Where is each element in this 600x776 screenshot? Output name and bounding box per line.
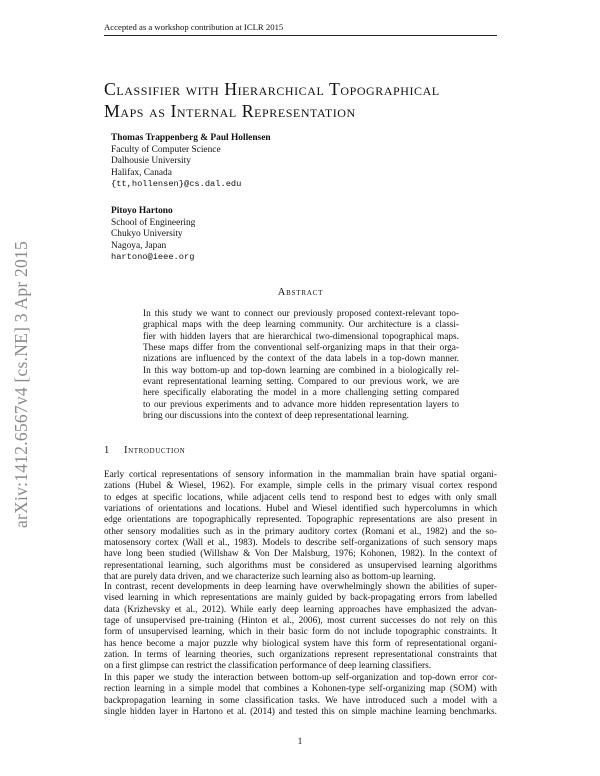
affiliation-line: School of Engineering — [111, 217, 196, 228]
author-email[interactable]: {tt,hollensen}@cs.dal.edu — [111, 179, 242, 190]
text-line: form of unsupervised learning, which in their basic form do not include topographic constraints. It — [104, 627, 497, 638]
abstract-heading: Abstract — [277, 287, 324, 298]
text-line: data (Krizhevsky et al., 2012). While early deep learning approaches have emphasized the advan- — [104, 604, 497, 615]
text-line: edge orientations are topographically represented. Topographic representations are also present in — [104, 515, 497, 526]
text-line: In this paper we study the interaction between bottom-up self-organization and top-down error cor- — [104, 673, 497, 683]
affiliation-line: Faculty of Computer Science — [111, 144, 221, 155]
paragraph — [104, 582, 497, 673]
text-line: fier with hidden layers that are hierarchical two-dimensional topographical maps. — [143, 331, 459, 342]
text-line: tage of unsupervised pre-training (Hinton et al., 2006), most current successes do not rely on this — [104, 616, 497, 627]
text-line: has hence become a major puzzle why biological system have this form of representational organi- — [104, 638, 497, 649]
title-line: Maps as Internal Representation — [104, 101, 356, 121]
text-line: to edges at specific locations, while adjacent cells tend to respond best to edges with only small — [104, 492, 497, 503]
affiliation-line: Dalhousie University — [111, 156, 191, 167]
section-title: Introduction — [124, 445, 186, 456]
text-line: matosensory cortex (Wall et al., 1983). Models to describe self-organizations of such sensory maps — [104, 538, 497, 549]
text-line: zations (Hubel & Wiesel, 1962). For example, simple cells in the primary visual cortex respond — [104, 481, 497, 492]
affiliation-line: Halifax, Canada — [111, 167, 172, 178]
affiliation-line: Nagoya, Japan — [111, 240, 167, 251]
paper-title — [104, 78, 504, 122]
text-line: In this way bottom-up and top-down learning are combined in a biologically rel- — [143, 365, 459, 376]
affiliation-line: Chukyo University — [111, 229, 183, 240]
title-line: Classifier with Hierarchical Topographical — [104, 79, 440, 99]
text-line: zation. In terms of learning theories, such organizations represent representational constraints that — [104, 650, 497, 661]
text-line: that are purely data driven, and we characterize such learning also as bottom-up learning. — [104, 572, 436, 583]
text-line: representational learning, such algorithms must be considered as unsupervised learning algorithms — [104, 560, 497, 571]
text-line: to our previous experiments and to advance more hidden representation layers to — [143, 399, 459, 410]
running-header: Accepted as a workshop contribution at ICLR 2015 — [104, 22, 497, 36]
text-line: nizations are influenced by the context of the data labels in a top-down manner. — [143, 354, 459, 365]
text-line: have long been studied (Willshaw & Von Der Malsburg, 1976; Kohonen, 1982). In the context of — [104, 549, 497, 560]
text-line: In this study we want to connect our previously proposed context-relevant topo- — [143, 309, 459, 319]
text-line: here specifically elaborating the model in a more challenging setting compared — [143, 388, 459, 399]
text-line: other sensory modalities such as in the primary auditory cortex (Romani et al., 1982) and the so- — [104, 526, 497, 537]
arxiv-stamp: arXiv:1412.6567v4 [cs.NE] 3 Apr 2015 — [11, 240, 31, 528]
paragraph — [104, 673, 497, 718]
abstract-body — [143, 309, 459, 422]
paragraph — [104, 470, 497, 583]
text-line: These maps differ from the conventional self-organizing maps in that their orga- — [143, 343, 459, 354]
text-line: vised learning in which representations are mainly guided by back-propagating errors from labelled — [104, 593, 497, 604]
text-line: evant representational learning setting. Compared to our previous work, we are — [143, 377, 459, 388]
author-names: Pitoyo Hartono — [111, 206, 173, 216]
section-number: 1 — [104, 445, 110, 456]
text-line: bring our discussions into the context of deep representational learning. — [143, 411, 409, 422]
text-line: Early cortical representations of sensory information in the mammalian brain have spatial organi- — [104, 470, 497, 480]
page-number: 1 — [297, 737, 303, 747]
text-line: backpropagation learning in some classification tasks. We have introduced such a model with a — [104, 695, 497, 706]
text-line: In contrast, recent developments in deep learning have overwhelmingly shown the abilities of super- — [104, 582, 497, 592]
text-line: graphical maps with the deep learning community. Our architecture is a classi- — [143, 320, 459, 331]
author-block — [111, 133, 271, 191]
text-line: on a first glimpse can restrict the classification performance of deep learning classifiers. — [104, 661, 432, 672]
section-heading — [104, 445, 185, 456]
text-line: single hidden layer in Hartono et al. (2014) and tested this on simple machine learning benchmarks. — [104, 707, 497, 718]
author-names: Thomas Trappenberg & Paul Hollensen — [111, 133, 271, 143]
author-block — [111, 206, 195, 264]
text-line: rection learning in a simple model that combines a Kohonen-type self-organizing map (SOM) with — [104, 684, 497, 695]
author-email[interactable]: hartono@ieee.org — [111, 252, 195, 263]
text-line: variations of orientations and locations. Hubel and Wiesel identified such hypercolumns in which — [104, 504, 497, 515]
